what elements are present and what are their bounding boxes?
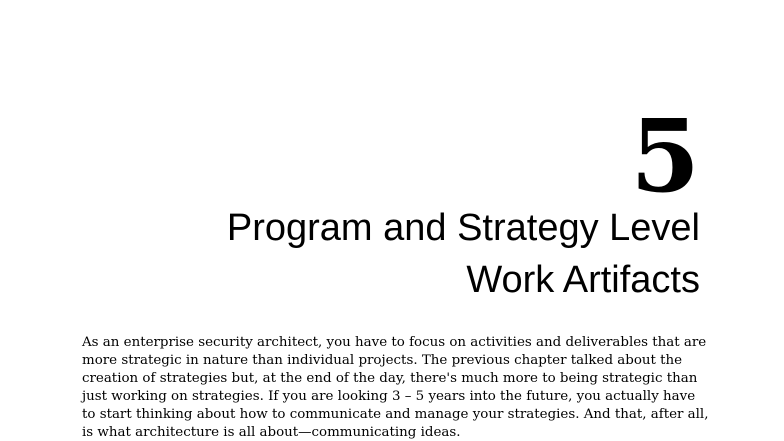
paragraph-line: creation of strategies but, at the end of the day, there's much more to being strategic than [82, 371, 698, 386]
paragraph-line: just working on strategies. If you are looking 3 – 5 years into the future, you actually have [82, 389, 696, 404]
intro-paragraph [82, 334, 722, 441]
paragraph-line: more strategic in nature than individual projects. The previous chapter talked about the [82, 353, 683, 368]
paragraph-line: to start thinking about how to communicate and manage your strategies. And that, after all, [82, 407, 709, 422]
paragraph-line: As an enterprise security architect, you have to focus on activities and deliverables that are [82, 335, 707, 350]
chapter-title-line: Work Artifacts [466, 259, 700, 301]
chapter-title-line: Program and Strategy Level [226, 207, 700, 249]
chapter-number: 5 [630, 97, 700, 215]
paragraph-line: is what architecture is all about—communicating ideas. [82, 425, 461, 440]
chapter-title [80, 202, 700, 306]
